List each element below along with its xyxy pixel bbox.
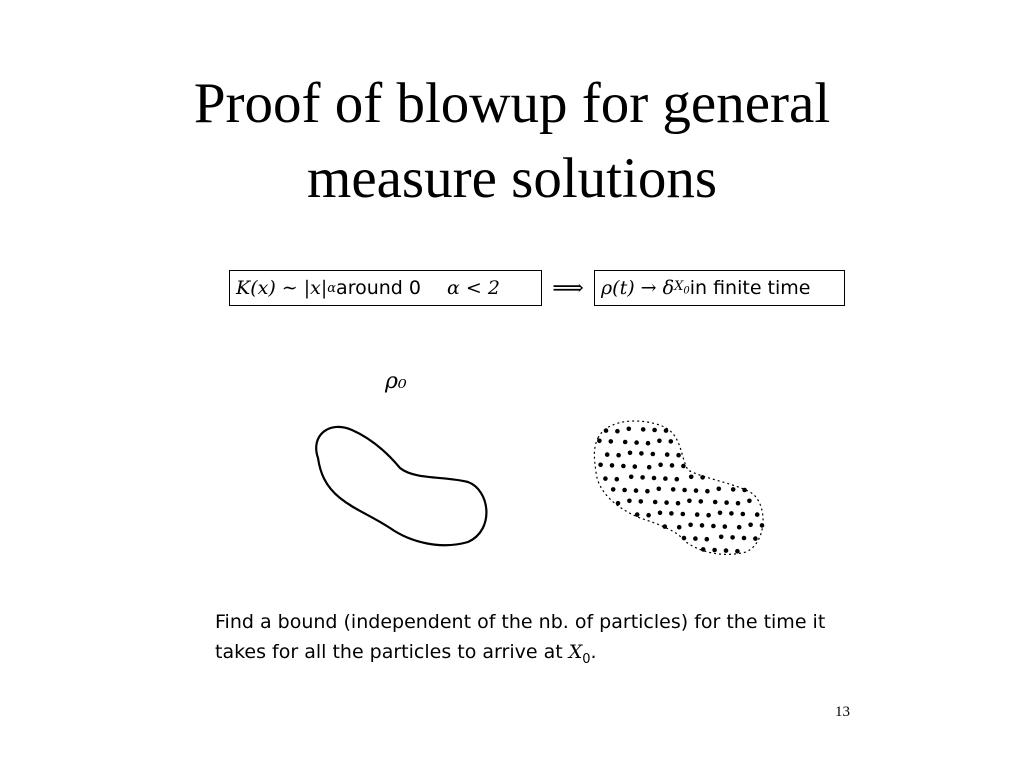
particle-dot: [736, 501, 741, 506]
target-point-subscript: 0: [582, 651, 591, 667]
particle-dot: [651, 452, 656, 457]
particle-dot: [671, 487, 676, 492]
particle-dot: [717, 487, 722, 492]
particle-dot: [677, 525, 682, 530]
particle-dot: [657, 439, 662, 444]
kernel-expression: K(x) ∼ |x|: [236, 277, 328, 299]
particle-dot: [627, 499, 632, 504]
particle-dot: [705, 537, 710, 542]
conclusion-box: [594, 270, 845, 306]
particle-dot: [634, 488, 639, 493]
particle-dot: [689, 475, 694, 480]
particle-dot: [719, 535, 724, 540]
particle-dot: [647, 465, 652, 470]
particle-dot: [616, 501, 621, 506]
particle-dot: [695, 512, 700, 517]
particle-dot: [676, 501, 681, 506]
particle-dot: [742, 488, 747, 493]
caption: [215, 607, 865, 675]
particle-dot: [639, 499, 644, 504]
particle-dot: [675, 477, 680, 482]
particle-dot: [641, 427, 646, 432]
caption-line-2: [215, 637, 865, 675]
particle-dot: [718, 511, 723, 516]
particle-dot: [646, 513, 651, 518]
particle-dot: [645, 489, 650, 494]
title-line-2: measure solutions: [306, 147, 718, 210]
particle-dot: [663, 524, 668, 529]
particle-dot: [676, 453, 681, 458]
particle-dot: [616, 453, 621, 458]
particle-dot: [669, 439, 674, 444]
particle-dot: [653, 500, 658, 505]
particle-dot: [699, 499, 704, 504]
particle-dot: [735, 549, 740, 554]
particle-dot: [682, 488, 687, 493]
particle-dot: [681, 512, 686, 517]
alpha-condition: α < 2: [446, 277, 500, 299]
caption-period: .: [590, 641, 597, 663]
particle-dot: [742, 536, 747, 541]
particle-dot: [635, 512, 640, 517]
particle-dot: [753, 536, 758, 541]
particle-dot: [713, 500, 718, 505]
particle-dot: [729, 511, 734, 516]
particle-dot: [658, 511, 663, 516]
particle-cloud-outline: [594, 421, 763, 554]
particle-dot: [665, 452, 670, 457]
particle-dot: [615, 477, 620, 482]
particle-dot: [610, 463, 615, 468]
particle-dot: [737, 525, 742, 530]
particle-dot: [723, 524, 728, 529]
particle-dot: [670, 463, 675, 468]
particle-dot: [646, 441, 651, 446]
particle-dot: [724, 548, 729, 553]
blowup-figure: [290, 360, 790, 580]
particle-dot: [694, 488, 699, 493]
delta-subsubscript: 0: [683, 285, 690, 297]
particle-dot: [633, 464, 638, 469]
caption-line-2-text: takes for all the particles to arrive at: [215, 641, 569, 663]
particle-dot: [688, 523, 693, 528]
particle-dot: [652, 476, 657, 481]
particle-dot: [640, 475, 645, 480]
particle-dots: [597, 427, 764, 554]
particle-dot: [604, 428, 609, 433]
particle-dot: [628, 451, 633, 456]
kernel-exponent: α: [327, 280, 337, 296]
particle-dot: [622, 488, 627, 493]
particle-dot: [639, 451, 644, 456]
particle-dot: [605, 452, 610, 457]
around-text: around 0: [336, 277, 421, 299]
rho-zero-label: ρ₀: [385, 369, 407, 394]
particle-dot: [652, 428, 657, 433]
particle-dot: [663, 476, 668, 481]
particle-dot: [629, 475, 634, 480]
particle-dot: [609, 439, 614, 444]
particle-dot: [730, 535, 735, 540]
particle-dot: [712, 548, 717, 553]
particle-dot: [627, 427, 632, 432]
particle-dot: [611, 487, 616, 492]
particle-dot: [603, 476, 608, 481]
particle-dot: [700, 523, 705, 528]
particle-dot: [623, 440, 628, 445]
slide-title: [80, 66, 944, 216]
particle-dot: [598, 463, 603, 468]
theorem-statement: [229, 268, 845, 308]
implies-arrow: ⟹: [552, 275, 584, 301]
particle-dot: [597, 439, 602, 444]
particle-dot: [693, 536, 698, 541]
particle-dot: [669, 511, 674, 516]
particle-dot: [658, 463, 663, 468]
delta-subscript: X: [674, 279, 684, 295]
particle-dot: [724, 500, 729, 505]
continuous-density-shape: [316, 427, 486, 545]
particle-dot: [700, 475, 705, 480]
particle-dot: [621, 464, 626, 469]
particle-dot: [741, 512, 746, 517]
particle-dot: [711, 524, 716, 529]
particle-dot: [664, 428, 669, 433]
target-point: X: [568, 641, 583, 663]
particle-dot: [706, 513, 711, 518]
particle-dot: [747, 499, 752, 504]
rho-convergence: ρ(t) → δ: [601, 277, 675, 299]
particle-dot: [748, 523, 753, 528]
particle-dot: [634, 440, 639, 445]
caption-line-1: Find a bound (independent of the nb. of particles) for the time it: [215, 611, 826, 633]
hypothesis-box: [229, 270, 542, 306]
particle-dot: [760, 523, 765, 528]
particle-dot: [681, 464, 686, 469]
particle-dot: [682, 536, 687, 541]
particle-dot: [701, 547, 706, 552]
particle-dot: [755, 512, 760, 517]
figure-svg: [290, 360, 790, 580]
finite-time-text: in finite time: [689, 277, 811, 299]
page-number: 13: [835, 704, 850, 720]
particle-dot: [615, 429, 620, 434]
particle-dot: [731, 487, 736, 492]
title-line-1: Proof of blowup for general: [193, 72, 831, 135]
particle-dot: [687, 499, 692, 504]
particle-dot: [664, 500, 669, 505]
particle-dot: [657, 487, 662, 492]
particle-dot: [705, 489, 710, 494]
